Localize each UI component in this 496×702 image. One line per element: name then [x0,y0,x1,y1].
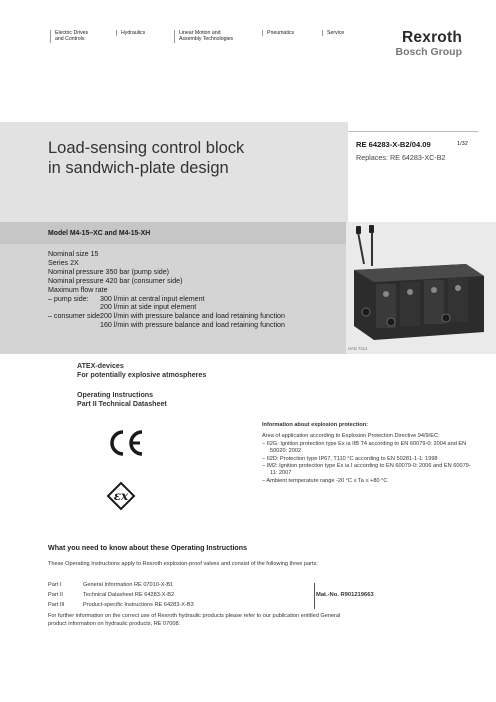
page-number: 1/32 [457,141,468,147]
atex-line: For potentially explosive atmospheres [77,371,207,379]
spec-value: 300 l/min at central input element [100,294,205,303]
spec-item: Series 2X [48,258,79,267]
parts-list [48,580,194,611]
list-item [48,590,194,600]
list-item [48,580,194,590]
part-text: Product-specific Instructions RE 64283-X-B3 [83,602,194,609]
spec-value: 200 l/min with pressure balance and load retaining function [100,312,285,321]
bracket [312,583,315,609]
spec-item-pump-2 [48,303,285,312]
nav-item-hydraulics[interactable] [116,30,145,36]
spec-item: Maximum flow rate [48,285,108,294]
section-heading: What you need to know about these Operating Instructions [48,544,248,552]
part-label: Part II [48,592,63,599]
svg-text:εx: εx [113,489,129,503]
ex-mark-icon [106,481,136,516]
spec-list [48,250,285,330]
nav-label: Electric Drives [55,30,89,36]
nav-item-linear-motion[interactable] [174,30,233,43]
spec-value: 200 l/min at side input element [100,303,197,312]
spec-item-pump [48,295,285,304]
divider [348,131,478,132]
spec-label: – consumer side: [48,312,103,321]
replaces-note: Replaces: RE 64283-XC-B2 [356,153,446,162]
explosion-area: Area of application according to Explosion Protection Directive 94/9/EC: [262,433,440,440]
nav-item-electric-drives[interactable] [50,30,88,43]
control-block-illustration [346,222,496,354]
explosion-bullet: – II2D: Protection type IP67, T110 °C according to EN 50281-1-1: 1998 [262,455,438,462]
ce-mark-icon [106,429,146,462]
brand-group: Bosch Group [395,46,462,58]
part-text: Technical Datasheet RE 64283-X-B2 [83,592,175,599]
nav-label: and Controls [55,36,85,43]
nav-label: Service [327,30,345,36]
ops-line: Part II Technical Datasheet [77,400,167,408]
part-label: Part III [48,602,65,609]
product-photo [346,222,496,354]
spec-item: Nominal size 15 [48,250,99,258]
nav-item-service[interactable] [322,30,344,36]
list-item [48,600,194,610]
further-info-paragraph: For further information on the correct use of Rexroth hydraulic products please refer to our publication entitled General product information on hydraulic products, RE 07008. [48,613,341,627]
atex-line: ATEX-devices [77,362,124,370]
nav-label: Pneumatics [267,30,295,36]
explosion-bullet: – IM2: Ignition protection type Ex ia I according to EN 60079-0: 2006 and EN 60079-11: 2007 [262,463,471,477]
operating-instructions-heading [77,391,167,409]
model-title: Model M4-15–XC and M4-15-XH [48,230,151,237]
atex-heading [77,362,206,380]
spec-item: Nominal pressure 420 bar (consumer side) [48,276,183,285]
document-title [48,138,244,178]
spec-value: 160 l/min with pressure balance and load retaining function [100,321,285,330]
spec-item-consumer-2 [48,321,285,330]
explosion-bullet: – Ambient temperature range -20 °C ≤ Ta ≤ +80 °C [262,477,388,484]
spec-item-consumer [48,312,285,321]
nav-item-pneumatics[interactable] [262,30,294,36]
title-line: Load-sensing control block [48,139,245,157]
part-text: General Information RE 07010-X-B1 [83,582,174,588]
brand-logo [388,30,462,58]
nav-label: Linear Motion and [179,30,221,36]
intro-paragraph: These Operating Instructions apply to Rexroth explosion-proof valves and consist of the following three parts: [48,561,318,567]
nav-label: Assembly Technologies [179,36,234,43]
nav-label: Hydraulics [121,30,146,36]
explosion-heading: Information about explosion protection: [262,422,368,428]
explosion-bullet: – II2G: Ignition protection type Ex ia IIB T4 according to EN 60079-0: 2004 and EN 50020: 2002 [262,440,467,455]
brand-name: Rexroth [402,29,462,46]
explosion-protection-info [262,422,477,485]
photo-id: HAD 7414 [348,346,368,351]
ops-line: Operating Instructions [77,391,154,399]
part-label: Part I [48,582,62,588]
document-number: RE 64283-X-B2/04.09 [356,140,431,149]
material-number: Mat.-No. R901219663 [316,592,374,598]
spec-label: – pump side: [48,294,89,303]
spec-item: Nominal pressure 350 bar (pump side) [48,267,170,276]
title-line: in sandwich-plate design [48,159,229,177]
